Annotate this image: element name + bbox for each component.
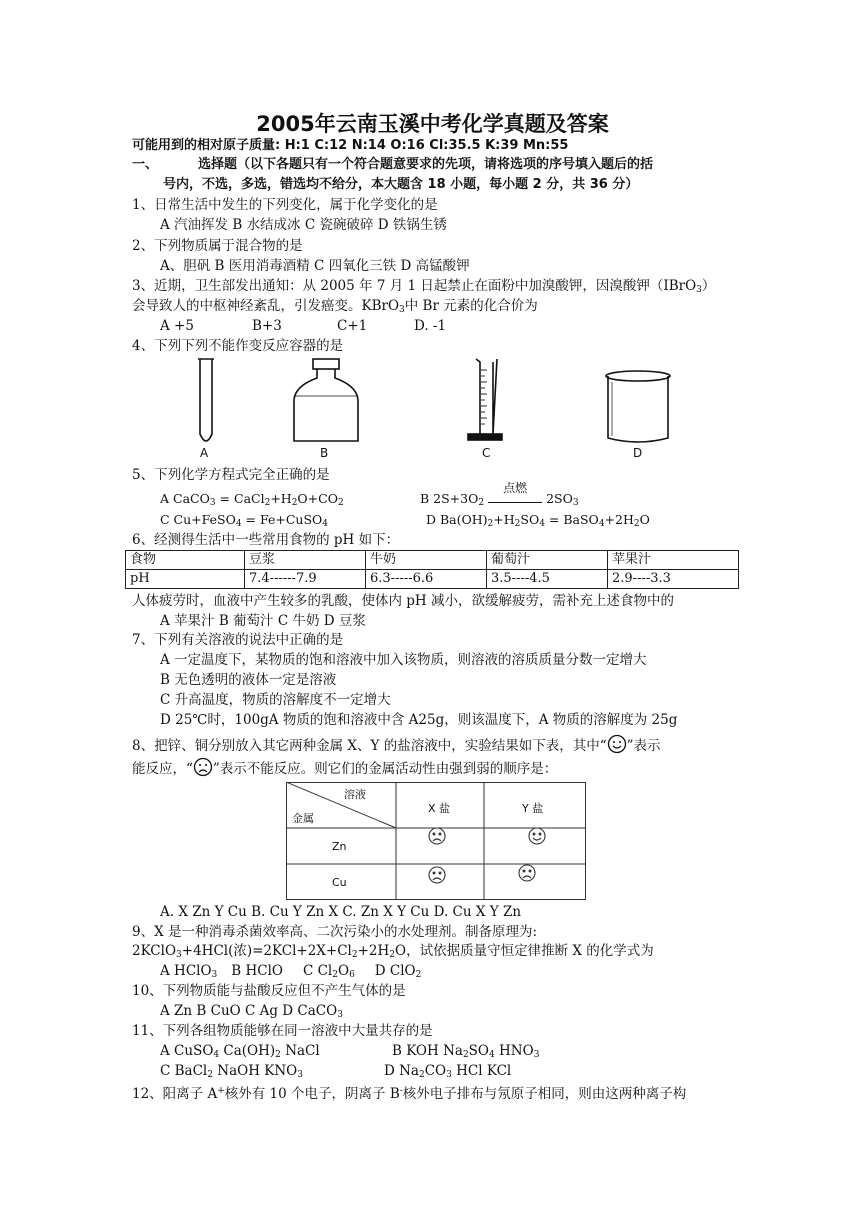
q4-label-b: B bbox=[320, 446, 329, 460]
t: A Zn B CuO C Ag D CaCO bbox=[160, 1003, 338, 1019]
t: ”表示不能反应。则它们的金属活动性由强到弱的顺序是： bbox=[212, 761, 558, 777]
sub: 4 bbox=[213, 1050, 220, 1060]
t: HNO bbox=[494, 1043, 534, 1059]
smiley-face-icon bbox=[607, 734, 627, 754]
t: NaCl bbox=[280, 1043, 320, 1059]
sub: 4 bbox=[489, 1050, 495, 1060]
q11-option-a bbox=[160, 1042, 320, 1064]
sup: - bbox=[399, 1086, 403, 1096]
q6-options: A 苹果汁 B 葡萄汁 C 牛奶 D 豆浆 bbox=[160, 613, 366, 629]
q9-option-b: B HClO bbox=[231, 963, 283, 979]
t: +H bbox=[270, 491, 292, 506]
q8-line1 bbox=[132, 734, 661, 755]
reaction-arrow bbox=[488, 481, 542, 503]
reagent-bottle-icon bbox=[294, 359, 358, 441]
t: = BaSO bbox=[544, 512, 599, 527]
col-header-y-salt: Y 盐 bbox=[522, 802, 544, 815]
sub: 2 bbox=[332, 970, 338, 980]
t: 能反应，“ bbox=[132, 761, 193, 777]
page-title: 2005年云南玉溪中考化学真题及答案 bbox=[256, 112, 609, 136]
sub: 6 bbox=[349, 970, 355, 980]
arrow-line bbox=[488, 502, 542, 503]
metal-reaction-table bbox=[286, 782, 586, 900]
q5-option-b bbox=[420, 481, 579, 512]
sub: 2 bbox=[337, 498, 344, 508]
t: 12、阳离子 A bbox=[132, 1086, 218, 1102]
table-header-cell: 食物 bbox=[126, 551, 245, 570]
t: ”表示 bbox=[626, 738, 661, 754]
sub: 3 bbox=[209, 498, 216, 508]
q2-options: A、胆矾 B 医用消毒酒精 C 四氧化三铁 D 高锰酸钾 bbox=[160, 258, 470, 274]
t: O bbox=[639, 512, 650, 527]
t: Ca(OH) bbox=[219, 1043, 276, 1059]
t: = Fe+CuSO bbox=[241, 512, 323, 527]
q7-option-a: A 一定温度下，某物质的饱和溶液中加入该物质，则溶液的溶质质量分数一定增大 bbox=[160, 652, 647, 668]
section-instructions-1: 选择题（以下各题只有一个符合题意要求的先项，请将选项的序号填入题后的括 bbox=[198, 157, 654, 172]
sub: 2 bbox=[418, 1070, 425, 1080]
t: 核外电子排布与氖原子相同，则由这两种离子构 bbox=[402, 1086, 687, 1102]
sad-face-icon bbox=[519, 865, 535, 881]
sub: 3 bbox=[337, 1010, 343, 1020]
col-header-x-salt: X 盐 bbox=[428, 802, 451, 815]
t: B KOH Na bbox=[392, 1043, 463, 1059]
table-header-cell: 葡萄汁 bbox=[487, 551, 608, 570]
q10-options bbox=[160, 1002, 343, 1024]
sub: 4 bbox=[539, 519, 545, 529]
q8-line2 bbox=[132, 757, 557, 778]
q3-option-a: A +5 bbox=[160, 318, 194, 334]
q4-stem: 4、下列下列不能作变反应容器的是 bbox=[132, 338, 344, 354]
t: A CaCO bbox=[160, 491, 210, 506]
t: +4HCl(浓)=2KCl+2X+Cl bbox=[181, 943, 352, 959]
q3-option-d: D. -1 bbox=[414, 318, 447, 334]
sub: 3 bbox=[533, 1050, 540, 1060]
sub: 3 bbox=[176, 950, 182, 960]
sub: 2 bbox=[264, 498, 271, 508]
sub: 2 bbox=[389, 950, 396, 960]
q1-stem: 1、日常生活中发生的下列变化，属于化学变化的是 bbox=[132, 197, 438, 213]
sub: 2 bbox=[514, 519, 521, 529]
sub: 3 bbox=[399, 305, 405, 315]
q3-text-1: 3、近期，卫生部发出通知：从 2005 年 7 月 1 日起禁止在面粉中加溴酸钾，因溴酸钾（IBrO bbox=[132, 278, 697, 294]
table-cell: pH bbox=[126, 570, 245, 589]
sad-face-icon bbox=[429, 828, 445, 844]
t: D Na bbox=[384, 1063, 419, 1079]
q4-label-d: D bbox=[633, 446, 643, 460]
section-number: 一、 bbox=[132, 157, 159, 172]
section-heading-line1 bbox=[132, 156, 653, 174]
q3-options bbox=[160, 317, 446, 335]
t: C Cu+FeSO bbox=[160, 512, 236, 527]
sub: 3 bbox=[297, 1070, 303, 1080]
sub: 2 bbox=[351, 950, 358, 960]
row-header-cu: Cu bbox=[332, 876, 347, 889]
table-cell: 6.3-----6.6 bbox=[366, 570, 487, 589]
q7-option-d: D 25℃时，100gA 物质的饱和溶液中含 A25g，则该温度下，A 物质的溶解度为 25g bbox=[160, 712, 678, 728]
smiley-face-icon bbox=[529, 828, 545, 844]
t: CO bbox=[424, 1063, 447, 1079]
ph-table bbox=[125, 550, 739, 589]
sad-face-icon bbox=[429, 867, 445, 883]
sub: 2 bbox=[478, 498, 485, 508]
q9-stem: 9、X 是一种消毒杀菌效率高、二次污染小的水处理剂。制备原理为: bbox=[132, 924, 538, 940]
q5-option-d bbox=[426, 511, 650, 533]
sub: 3 bbox=[696, 285, 702, 295]
beaker-icon bbox=[606, 371, 670, 442]
q11-stem: 11、下列各组物质能够在同一溶液中大量共存的是 bbox=[132, 1023, 433, 1039]
diag-header-solution: 溶液 bbox=[344, 788, 366, 801]
sup: + bbox=[217, 1086, 225, 1096]
t: +2H bbox=[357, 943, 390, 959]
t: 核外有 10 个电子，阴离子 B bbox=[224, 1086, 400, 1102]
sad-face-icon bbox=[193, 757, 213, 777]
t: +2H bbox=[604, 512, 634, 527]
table-header-cell: 牛奶 bbox=[366, 551, 487, 570]
t: 8、把锌、铜分别放入其它两种金属 X、Y 的盐溶液中，实验结果如下表，其中“ bbox=[132, 738, 607, 754]
q5-option-c bbox=[160, 511, 328, 533]
sub: 2 bbox=[487, 519, 494, 529]
q11-option-c bbox=[160, 1062, 303, 1084]
q1-options: A 汽油挥发 B 水结成冰 C 瓷碗破碎 D 铁锅生锈 bbox=[160, 217, 447, 233]
t: O bbox=[337, 963, 350, 979]
q9-option-d: D ClO bbox=[374, 963, 416, 979]
q6-after: 人体疲劳时，血液中产生较多的乳酸，使体内 pH 减小，欲缓解疲劳，需补充上述食物中的 bbox=[132, 593, 674, 609]
table-row bbox=[126, 551, 739, 570]
sub: 2 bbox=[275, 1050, 281, 1060]
t: C BaCl bbox=[160, 1063, 208, 1079]
t: = CaCl bbox=[215, 491, 265, 506]
q9-equation bbox=[132, 942, 654, 964]
t: B 2S+3O bbox=[420, 491, 479, 506]
atomic-mass-line: 可能用到的相对原子质量: H:1 C:12 N:14 O:16 Cl:35.5 K:39 Mn:55 bbox=[132, 138, 569, 153]
sub: 2 bbox=[415, 970, 422, 980]
q5-option-a bbox=[160, 490, 344, 512]
q4-label-a: A bbox=[200, 446, 209, 460]
q4-label-c: C bbox=[482, 446, 491, 460]
table-cell: 3.5----4.5 bbox=[487, 570, 608, 589]
q7-option-b: B 无色透明的液体一定是溶液 bbox=[160, 672, 337, 688]
q9-option-a: A HClO bbox=[160, 963, 212, 979]
table-header-cell: 苹果汁 bbox=[608, 551, 739, 570]
sub: 2 bbox=[207, 1070, 213, 1080]
q5-stem: 5、下列化学方程式完全正确的是 bbox=[132, 467, 330, 483]
t: 2KClO bbox=[132, 943, 177, 959]
t: O，试依据质量守恒定律推断 X 的化学式为 bbox=[395, 943, 654, 959]
q11-option-b bbox=[392, 1042, 539, 1064]
graduated-cylinder-icon bbox=[468, 359, 502, 440]
t: 2SO bbox=[546, 491, 573, 506]
t: HCl KCl bbox=[451, 1063, 512, 1079]
sub: 2 bbox=[462, 1050, 469, 1060]
sub: 4 bbox=[235, 519, 242, 529]
row-header-zn: Zn bbox=[332, 840, 347, 853]
table-header-cell: 豆浆 bbox=[245, 551, 366, 570]
sub: 2 bbox=[633, 519, 640, 529]
diag-header-metal: 金属 bbox=[292, 812, 314, 825]
t: NaOH KNO bbox=[212, 1063, 298, 1079]
sub: 3 bbox=[446, 1070, 452, 1080]
t: A CuSO bbox=[160, 1043, 214, 1059]
sub: 2 bbox=[291, 498, 298, 508]
sub: 3 bbox=[572, 498, 579, 508]
q7-option-c: C 升高温度，物质的溶解度不一定增大 bbox=[160, 692, 391, 708]
q2-stem: 2、下列物质属于混合物的是 bbox=[132, 238, 303, 254]
q8-options: A. X Zn Y Cu B. Cu Y Zn X C. Zn X Y Cu D. Cu X Y Zn bbox=[160, 904, 522, 920]
sub: 3 bbox=[211, 970, 218, 980]
condition: 点燃 bbox=[503, 481, 528, 495]
t: SO bbox=[520, 512, 540, 527]
q11-option-d bbox=[384, 1062, 511, 1084]
q12-line bbox=[132, 1082, 686, 1103]
q9-options bbox=[160, 962, 421, 984]
lab-apparatus-figure bbox=[180, 356, 680, 466]
t: O+CO bbox=[297, 491, 338, 506]
t: +H bbox=[493, 512, 515, 527]
q3-line2 bbox=[132, 297, 538, 319]
t: SO bbox=[468, 1043, 489, 1059]
sub: 4 bbox=[322, 519, 329, 529]
section-heading-line2: 号内，不选，多选，错选均不给分，本大题含 18 小题，每小题 2 分，共 36 分） bbox=[163, 177, 639, 192]
q7-stem: 7、下列有关溶液的说法中正确的是 bbox=[132, 632, 344, 648]
q3-text-2b: 中 Br 元素的化合价为 bbox=[404, 298, 538, 314]
q3-line1 bbox=[132, 277, 715, 299]
sub: 4 bbox=[598, 519, 605, 529]
table-row bbox=[126, 570, 739, 589]
q3-text-2: 会导致人的中枢神经紊乱，引发癌变。KBrO bbox=[132, 298, 400, 314]
q10-stem: 10、下列物质能与盐酸反应但不产生气体的是 bbox=[132, 983, 406, 999]
q3-text-1b: ） bbox=[701, 278, 716, 294]
table-cell: 7.4------7.9 bbox=[245, 570, 366, 589]
q3-option-b: B+3 bbox=[252, 318, 282, 334]
q3-option-c: C+1 bbox=[337, 318, 368, 334]
table-cell: 2.9----3.3 bbox=[608, 570, 739, 589]
q6-stem: 6、经测得生活中一些常用食物的 pH 如下： bbox=[132, 532, 400, 548]
test-tube-icon bbox=[198, 359, 214, 441]
t: D Ba(OH) bbox=[426, 512, 488, 527]
q9-option-c: C Cl bbox=[302, 963, 333, 979]
